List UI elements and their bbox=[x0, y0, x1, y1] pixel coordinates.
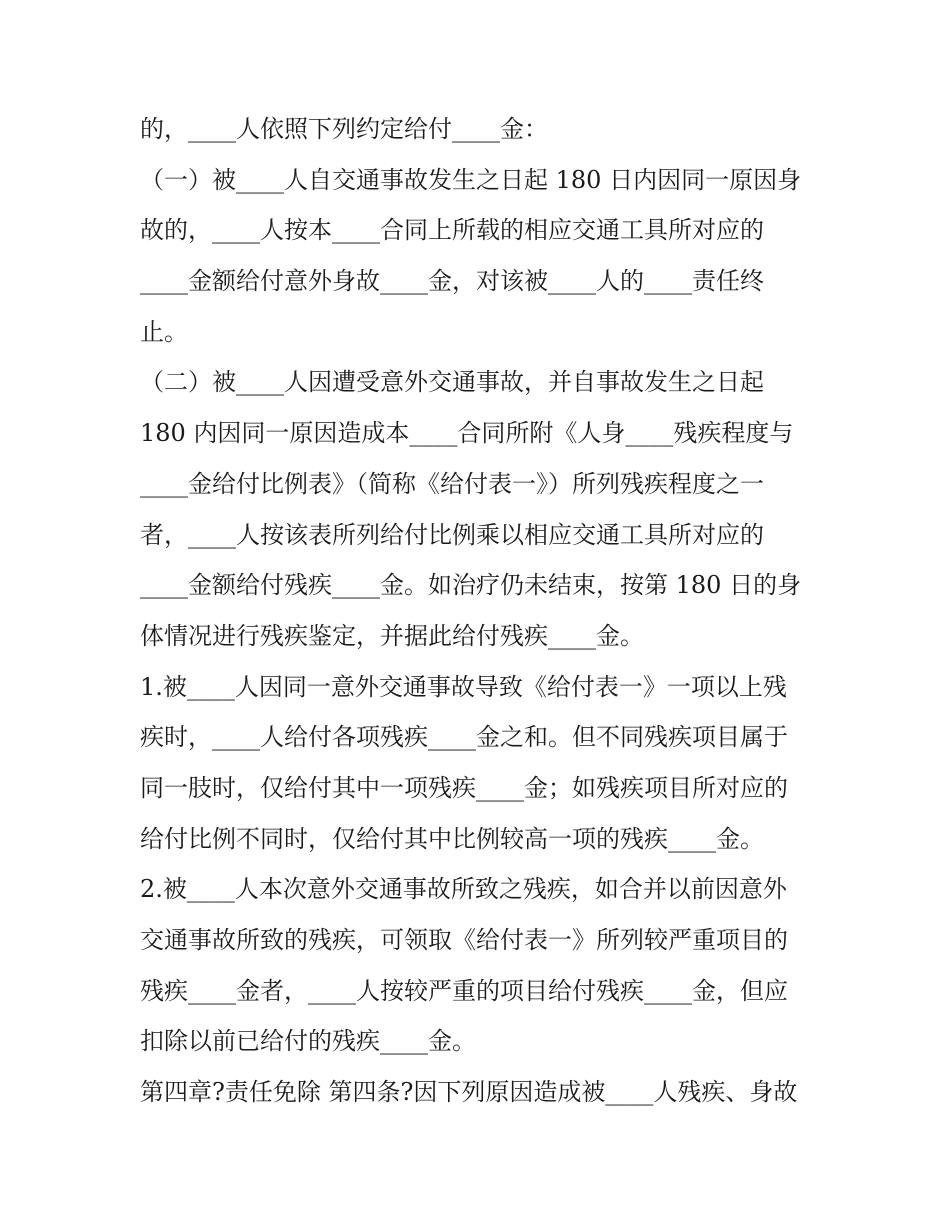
document-body bbox=[140, 104, 820, 1118]
text-line: 者，____人按该表所列给付比例乘以相应交通工具所对应的 bbox=[140, 520, 764, 549]
text-line: ____金额给付残疾____金。如治疗仍未结束，按第 180 日的身 bbox=[140, 571, 802, 600]
text-line: 扣除以前已给付的残疾____金。 bbox=[140, 1027, 476, 1056]
text-line: 交通事故所致的残疾，可领取《给付表一》所列较严重项目的 bbox=[140, 926, 788, 954]
text-line: 给付比例不同时，仅给付其中比例较高一项的残疾____金。 bbox=[140, 824, 764, 853]
text-line: ____金额给付意外身故____金，对该被____人的____责任终 bbox=[140, 267, 764, 296]
text-line: 止。 bbox=[140, 317, 188, 346]
text-line: 2.被____人本次意外交通事故所致之残疾，如合并以前因意外 bbox=[140, 875, 787, 904]
text-line: 第四章?责任免除 第四条?因下列原因造成被____人残疾、身故 bbox=[140, 1078, 798, 1107]
text-line: （二）被____人因遭受意外交通事故，并自事故发生之日起 bbox=[140, 368, 764, 397]
text-line: 残疾____金者，____人按较严重的项目给付残疾____金，但应 bbox=[140, 976, 788, 1005]
text-line: 故的，____人按本____合同上所载的相应交通工具所对应的 bbox=[140, 216, 764, 245]
text-line: 体情况进行残疾鉴定，并据此给付残疾____金。 bbox=[140, 621, 644, 650]
text-line: ____金给付比例表》（简称《给付表一》）所列残疾程度之一 bbox=[140, 469, 764, 498]
text-line: （一）被____人自交通事故发生之日起 180 日内因同一原因身 bbox=[140, 165, 802, 194]
text-line: 同一肢时，仅给付其中一项残疾____金；如残疾项目所对应的 bbox=[140, 773, 788, 802]
text-line: 1.被____人因同一意外交通事故导致《给付表一》一项以上残 bbox=[140, 672, 787, 701]
text-line: 疾时，____人给付各项残疾____金之和。但不同残疾项目属于 bbox=[140, 723, 788, 752]
text-line: 的，____人依照下列约定给付____金： bbox=[140, 115, 548, 143]
text-line: 180 内因同一原因造成本____合同所附《人身____残疾程度与 bbox=[140, 419, 794, 448]
